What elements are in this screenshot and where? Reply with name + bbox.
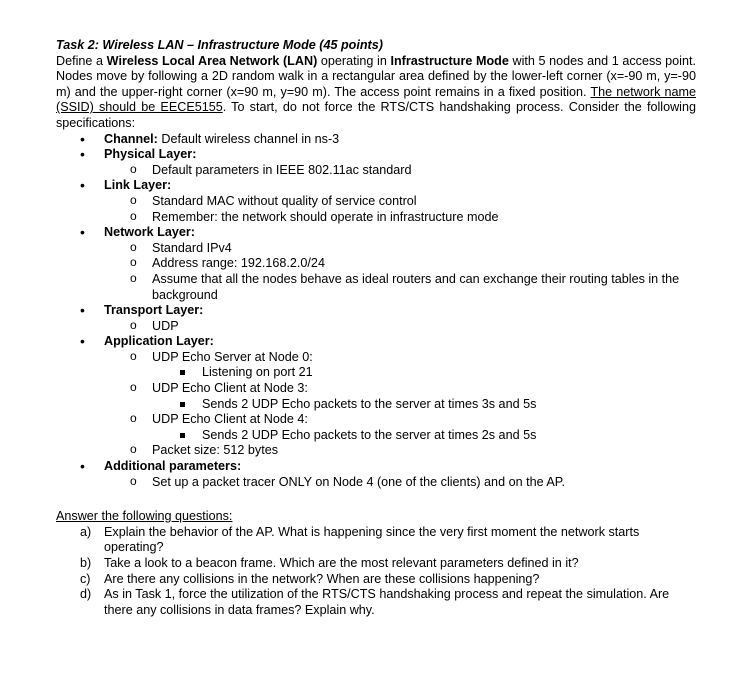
list-item xyxy=(128,350,696,381)
spec-application xyxy=(80,334,696,459)
question-letter: b) xyxy=(80,556,92,570)
spec-transport xyxy=(80,303,696,334)
spec-list xyxy=(56,132,696,491)
list-item: o Address range: 192.168.2.0/24 xyxy=(128,256,696,272)
spec-link-items xyxy=(104,194,696,225)
app-server-sublist xyxy=(152,365,696,381)
spec-transport-items xyxy=(104,319,696,335)
question-text: As in Task 1, force the utilization of the RTS/CTS handshaking process and repeat the simulation. Are there any collisions in data frames? Explain why. xyxy=(104,587,670,617)
intro-bold-wlan: Wireless Local Area Network (LAN) xyxy=(106,53,318,68)
intro-text-3: with 5 nodes and 1 access point. Nodes move by following a 2D random walk in a rectangular area defined by the lower-left corner (x=-90 m, y=-90 m) and the upper-right corner (x=90 m, y=90 m). The access point remains in a fixed position. xyxy=(56,53,696,99)
app-client-node4: UDP Echo Client at Node 4: xyxy=(152,412,308,427)
spec-additional xyxy=(80,459,696,490)
question-text: Are there any collisions in the network? When are these collisions happening? xyxy=(104,571,540,586)
list-item xyxy=(128,381,696,412)
spec-channel xyxy=(80,132,696,148)
intro-bold-infra: Infrastructure Mode xyxy=(390,53,509,68)
question-letter: d) xyxy=(80,587,92,602)
list-item: o Default parameters in IEEE 802.11ac standard xyxy=(128,163,696,179)
list-item: o Packet size: 512 bytes xyxy=(128,443,696,459)
intro-text-4: . To start, do not force the RTS/CTS handshaking process. Consider the following specifications: xyxy=(56,100,696,130)
task-title: Task 2: Wireless LAN – Infrastructure Mode (45 points) xyxy=(56,38,383,52)
question-b xyxy=(80,556,696,572)
document-page xyxy=(56,38,696,618)
list-item: Sends 2 UDP Echo packets to the server at times 2s and 5s xyxy=(178,428,696,444)
spec-channel-text: Default wireless channel in ns-3 xyxy=(157,131,340,146)
question-a xyxy=(80,525,696,556)
question-d xyxy=(80,587,696,618)
app-client-node3: UDP Echo Client at Node 3: xyxy=(152,381,308,396)
spec-network-label: Network Layer: xyxy=(104,225,195,240)
spec-physical xyxy=(80,147,696,178)
spec-network-items xyxy=(104,241,696,303)
task-intro xyxy=(56,54,696,132)
spec-additional-label: Additional parameters: xyxy=(104,459,242,474)
list-item: o Assume that all the nodes behave as ideal routers and can exchange their routing tables in the background xyxy=(128,272,696,303)
app-server-node0: UDP Echo Server at Node 0: xyxy=(152,349,313,364)
spec-transport-label: Transport Layer: xyxy=(104,303,204,318)
list-item xyxy=(128,412,696,443)
spec-link xyxy=(80,178,696,225)
app-client3-sublist xyxy=(152,397,696,413)
answers-heading: Answer the following questions: xyxy=(56,509,233,524)
spec-application-label: Application Layer: xyxy=(104,334,214,349)
spec-link-label: Link Layer: xyxy=(104,178,172,193)
list-item: Listening on port 21 xyxy=(178,365,696,381)
app-client4-sublist xyxy=(152,428,696,444)
list-item: o Set up a packet tracer ONLY on Node 4 (one of the clients) and on the AP. xyxy=(128,475,696,491)
list-item: Sends 2 UDP Echo packets to the server at times 3s and 5s xyxy=(178,397,696,413)
list-item: o Standard MAC without quality of service control xyxy=(128,194,696,210)
intro-ssid-underlined: The network name (SSID) should be EECE5155 xyxy=(56,84,696,115)
spec-application-items xyxy=(104,350,696,459)
question-letter: a) xyxy=(80,524,92,539)
question-text: Take a look to a beacon frame. Which are the most relevant parameters defined in it? xyxy=(104,556,579,570)
spec-additional-items xyxy=(104,475,696,491)
question-c xyxy=(80,572,696,588)
question-text: Explain the behavior of the AP. What is happening since the very first moment the network starts operating? xyxy=(104,524,640,555)
spec-network xyxy=(80,225,696,303)
intro-text-2: operating in xyxy=(317,53,391,68)
list-item: o Standard IPv4 xyxy=(128,241,696,257)
list-item: o Remember: the network should operate in infrastructure mode xyxy=(128,210,696,226)
list-item: o UDP xyxy=(128,319,696,335)
spec-physical-items xyxy=(104,163,696,179)
question-list xyxy=(56,525,696,619)
spec-physical-label: Physical Layer: xyxy=(104,147,197,162)
spec-channel-label: Channel: xyxy=(104,131,158,146)
question-letter: c) xyxy=(80,571,91,586)
intro-text-1: Define a xyxy=(56,53,107,68)
